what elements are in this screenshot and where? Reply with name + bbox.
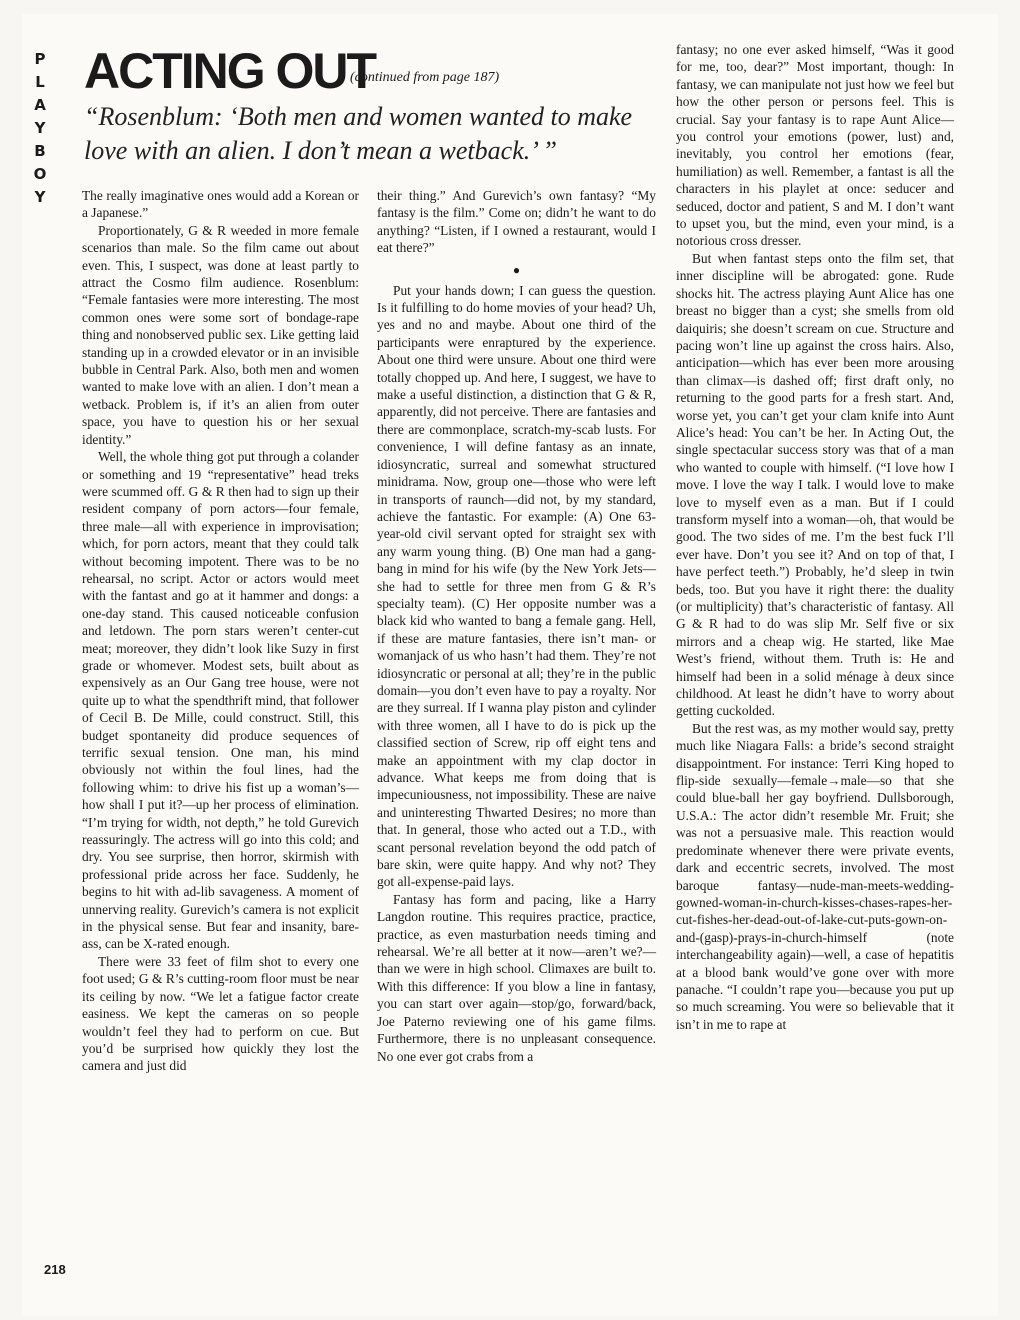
paragraph: Put your hands down; I can guess the question. Is it fulfilling to do home movies of your head? Uh, yes and no and maybe. About one third of the participants were enraptured by the experience. About one third were unsure. About one third were totally chopped up. And here, I suggest, we have to make a useful distinction, a distinction that G & R, apparently, did not perceive. There are fantasies and there are commonplace, scratch-my-scab lusts. For convenience, I will define fantasy as an innate, idiosyncratic, surreal and somewhat structured minidrama. Now, group one—those who were left in transports of raunch—did not, by my standard, achieve the fantastic. For example: (A) One 63-year-old civil servant opted for straight sex with any warm young thing. (B) One man had a gang-bang in mind for his wife (by the New York Jets—she had to settle for three men from G & R’s specialty team). (C) Her opposite number was a black kid who wanted to bang a female gang. Hell, if these are mature fantasies, there isn’t man- or womanjack of us who hasn’t had them. They’re not idiosyncratic or personal at all; they’re in the public domain—you don’t even have to pay a royalty. Nor are they surreal. If I wanna play piston and cylinder with three women, all I have to do is pick up the classified section of Screw, rip off eight tens and make an appointment with my clap doctor in advance. What keeps me from doing that is impecuniousness, not impossibility. These are naive and uninteresting Thwarted Desires; no more than that. In general, those who acted out a T.D., with scant personal revelation beyond the odd patch of bare skin, were quite happy. And why not? They got all-expense-paid lays.	[377, 282, 656, 890]
text-column-2	[377, 187, 656, 1065]
text-column-1	[82, 187, 359, 1075]
magazine-letter: B	[34, 142, 46, 160]
magazine-letter: Y	[34, 119, 46, 137]
paragraph: But when fantast steps onto the film set, that inner discipline will be abrogated: gone. Rude shocks hit. The actress playing Aunt Alice has one breast no bigger than a cyst; she smells from old daiquiris; she doesn’t scream on cue. Structure and pacing won’t line up against the cross hairs. Also, anticipation—which has ever been more arousing than climax—is dashed off; first draft only, no returning to the good parts for a fresh start. And, worse yet, you can’t get your clam knife into Aunt Alice’s head: You can’t be her. In Acting Out, the single spectacular success story was that of a man who wanted to couple with himself. (“I love how I move. I love the way I talk. I would love to make love to myself even as a man. But if I could transform myself into a woman—oh, that would be good. The two sides of me. I’m the best fuck I’ll ever have. Don’t you see it? And on top of that, I have perfect teeth.”) Probably, he’d sleep in twin beds, too. But you have it right there: the duality (or multiplicity) that’s characteristic of fantasy. All G & R had to do was slip Mr. Self five or six mirrors and a cheap wig. He started, like Mae West’s friend, without them. Truth is: He and himself had been in a solid ménage à deux since childhood. At least he didn’t have to worry about getting cuckolded.	[676, 250, 954, 719]
paragraph: There were 33 feet of film shot to every one foot used; G & R’s cutting-room floor must be near its ceiling by now. “We let a fatigue factor create easiness. We kept the cameras on so people wouldn’t feel they had to perform on cue. But you’d be surprised how quickly they lost the camera and just did	[82, 953, 359, 1074]
paragraph: fantasy; no one ever asked himself, “Was it good for me, too, dear?” Most important, though: In fantasy, we can manipulate not just how we feel but how the other person or persons feel. This is crucial. Say your fantasy is to rape Aunt Alice—you control your emotions (power, lust) and, inevitably, you control her emotions (fear, humiliation) as well. Remember, a fantast is all the characters in his playlet at once: seducer and seduced, doctor and patient, S and M. I don’t want to upset you, but the mind, even your mind, is a notorious cross dresser.	[676, 42, 954, 249]
paragraph: Proportionately, G & R weeded in more female scenarios than male. So the film came out about even. This, I suspect, was done at least partly to attract the Cosmo film audience. Rosenblum: “Female fantasies were more interesting. The most common ones were some sort of bondage-rape thing and nonobserved public sex. Like getting laid standing up in a crowded elevator or in an invisible bubble in Central Park. Also, both men and women wanted to make love with an alien. I don’t mean a wetback. Problem is, if it’s an alien from outer space, you have to question his or her sexual identity.”	[82, 222, 359, 447]
magazine-letter: Y	[34, 188, 46, 206]
magazine-name-vertical	[28, 48, 52, 209]
magazine-letter: L	[35, 73, 45, 91]
paragraph: their thing.” And Gurevich’s own fantasy? “My fantasy is the film.” Come on; didn’t he want to do anything? “Listen, if I owned a restaurant, would I eat there?”	[377, 188, 656, 256]
continued-note: (continued from page 187)	[350, 70, 500, 85]
paragraph: But the rest was, as my mother would say, pretty much like Niagara Falls: a bride’s second straight disappointment. For instance: Terri King hoped to flip-side sexually—female→male—so that she could blue-ball her gay boyfriend. Dullsborough, U.S.A.: The actor didn’t resemble Mr. Fruit; she was not a persuasive male. This reaction would predominate whenever there were private events, dark and eccentric secrets, involved. The most baroque fantasy—nude-man-meets-wedding-gowned-woman-in-church-kisses-chases-rapes-her-cut-fishes-her-dead-out-of-lake-cut-puts-gown-on-and-(gasp)-prays-in-church-himself (note interchangeability again)—well, a case of hepatitis at a blood bank would’ve gone over with more panache. “I couldn’t rape you—because you put up so much screaming. You were so believable that it isn’t in me to rape at	[676, 720, 954, 1032]
paragraph: Well, the whole thing got put through a colander or something and 19 “representative” head treks were scummed off. G & R then had to sign up their resident company of porn actors—four female, three male—all with experience in improvisation; which, for porn actors, meant that they could talk without becoming impotent. There was to be no rehearsal, no script. Actor or actors would meet with the fantast and go at it hammer and dongs: a one-day stand. This caused noticeable confusion and letdown. The porn stars weren’t center-cut meat; moreover, they didn’t look like Suzy in first grade or whomever. Modest sets, built about as expensively as an Our Gang tree house, were not quite up to what the spendthrift mind, that follower of Cecil B. De Mille, could construct. Still, this budget spontaneity did produce sequences of terrific sexual tension. One man, his mind obviously not within the foul lines, had the following whim: to drive his fist up a woman’s—how shall I put it?—up her process of elimination. “I’m trying for width, not depth,” he told Gurevich reassuringly. The actress will go into this cold; and dry. You see surprise, then horror, skirmish with professional pride across her face. Suddenly, he begins to hit with ad-lib savageness. A moment of unnerving reality. Gurevich’s camera is not explicit in the physical sense. But fear and insanity, bare-ass, can be X-rated enough.	[82, 449, 359, 952]
section-bullet-icon: ●	[512, 262, 521, 277]
magazine-letter: A	[34, 96, 46, 114]
magazine-letter: O	[33, 165, 47, 183]
article-title: ACTING OUT	[84, 43, 376, 99]
paragraph: Fantasy has form and pacing, like a Harry Langdon routine. This requires practice, practice, practice, as even masturbation needs timing and rehearsal. We’re all better at it now—aren’t we?—than we were in high school. Climaxes are built to. With this difference: If you blow a line in fantasy, you can start over again—stop/go, forward/back, Joe Paterno reviewing one of his game films. Furthermore, there is no unpleasant consequence. No one ever got crabs from a	[377, 891, 656, 1064]
magazine-letter: P	[34, 50, 46, 68]
pull-quote: “Rosenblum: ‘Both men and women wanted to make love with an alien. I don’t mean a wetback.’ ”	[84, 102, 633, 165]
text-column-3	[676, 41, 954, 1033]
paragraph: The really imaginative ones would add a Korean or a Japanese.”	[82, 188, 359, 221]
page-number: 218	[44, 1262, 66, 1277]
